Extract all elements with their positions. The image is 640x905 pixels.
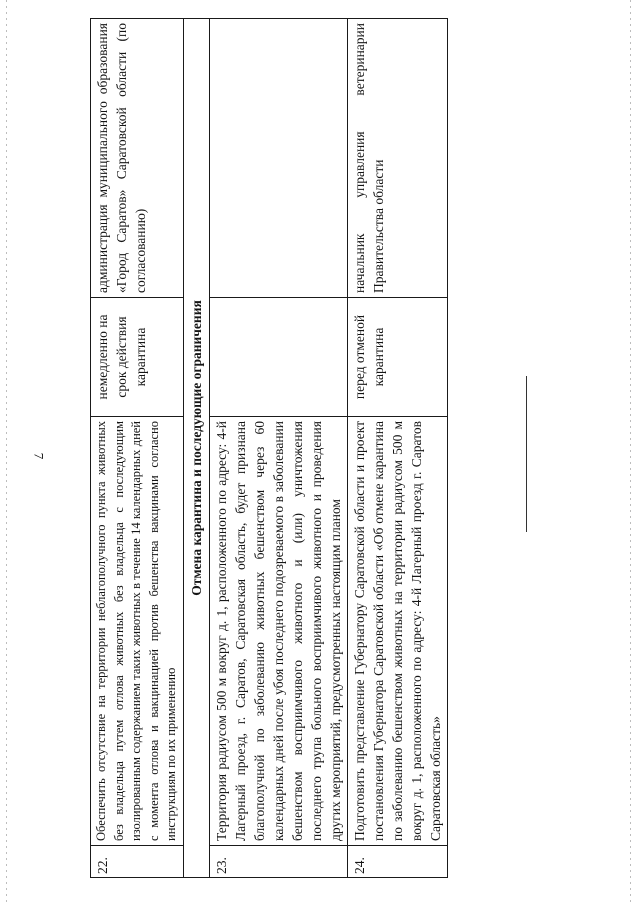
responsible-cell bbox=[209, 19, 347, 298]
plan-table-page bbox=[90, 18, 470, 878]
term-cell: немедленно на срок действия карантина bbox=[91, 298, 184, 417]
scan-edge-right bbox=[630, 0, 631, 905]
responsible-cell: администрация муниципального образования «Город Саратов» Саратовской области (по согласованию) bbox=[91, 19, 184, 298]
plan-table bbox=[90, 18, 448, 878]
row-number: 23. bbox=[209, 846, 347, 878]
section-header: Отмена карантина и последующие ограничения bbox=[183, 19, 209, 878]
task-cell: Территория радиусом 500 м вокруг д. 1, расположенного по адресу: 4-й Лагерный проезд, г. Саратов, Саратовская область, будет признана благополучной по заболеванию животных бешенством через 60 календарных дней после убоя последнего подозреваемого в заболевании бешенством восприимчивого животного и (или) уничтожения последнего трупа больного восприимчивого животного и проведения других мероприятий, предусмотренных настоящим планом bbox=[209, 417, 347, 846]
scan-edge-left bbox=[6, 0, 7, 905]
term-cell bbox=[209, 298, 347, 417]
signature-line bbox=[526, 376, 527, 532]
row-number: 24. bbox=[347, 846, 447, 878]
task-cell: Подготовить представление Губернатору Саратовской области и проект постановления Губернатора Саратовской области «Об отмене карантина по заболеванию бешенством животных на территории радиусом 500 м вокруг д. 1, расположенного по адресу: 4-й Лагерный проезд г. Саратов Саратовская область» bbox=[347, 417, 447, 846]
table-row bbox=[91, 19, 184, 878]
section-row bbox=[183, 19, 209, 878]
row-number: 22. bbox=[91, 846, 184, 878]
table-row bbox=[347, 19, 447, 878]
term-cell: перед отменой карантина bbox=[347, 298, 447, 417]
page-number: 7 bbox=[31, 452, 47, 460]
task-cell: Обеспечить отсутствие на территории неблагополучного пункта животных без владельца путем отлова животных без владельца с последующим изолированным содержанием таких животных в течение 14 календарных дней с момента отлова и вакцинацией против бешенства вакцинами согласно инструкциям по их применению bbox=[91, 417, 184, 846]
responsible-cell: начальник управления ветеринарии Правительства области bbox=[347, 19, 447, 298]
table-row bbox=[209, 19, 347, 878]
